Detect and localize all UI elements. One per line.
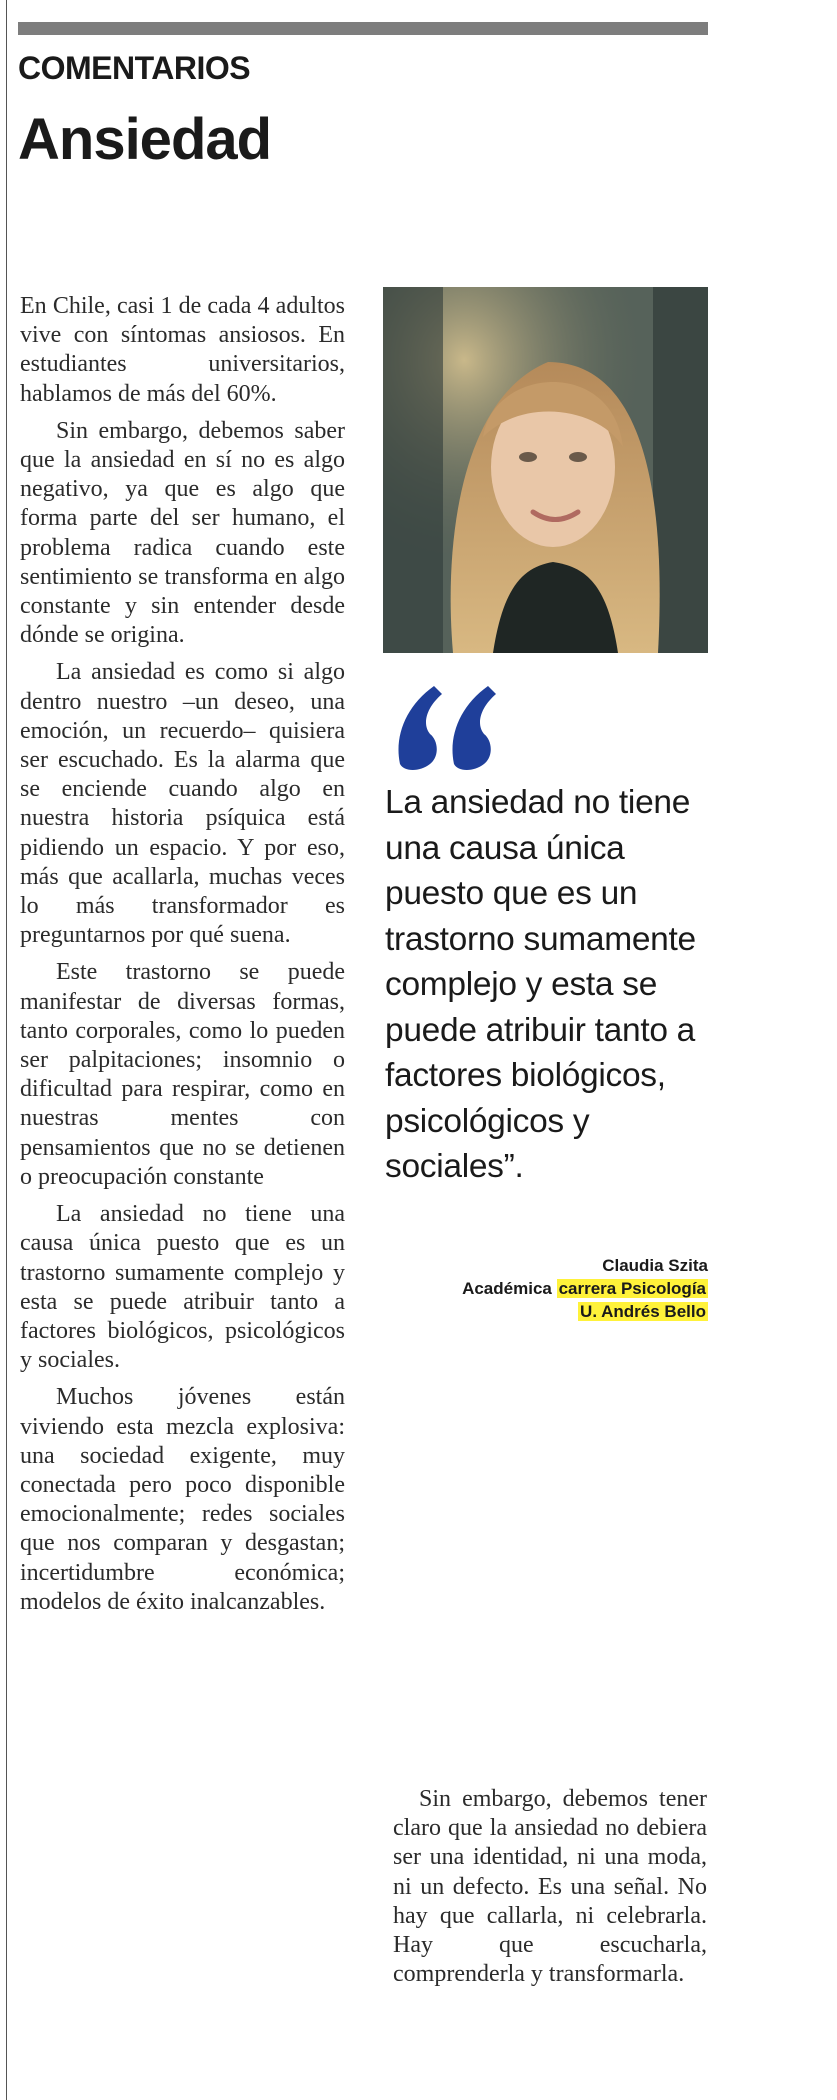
section-rule bbox=[18, 22, 708, 35]
quote-mark-icon bbox=[392, 676, 512, 776]
paragraph: En Chile, casi 1 de cada 4 adultos vive con síntomas ansiosos. En estudiantes universitarios, hablamos de más del 60%. bbox=[20, 293, 345, 407]
paragraph: La ansiedad no tiene una causa única puesto que es un trastorno sumamente complejo y esta se puede atribuir tanto a factores biológicos, psicológicos y sociales. bbox=[20, 1201, 345, 1374]
portrait-illustration bbox=[383, 287, 708, 653]
pull-quote: La ansiedad no tiene una causa única puesto que es un trastorno sumamente complejo y esta se puede atribuir tanto a factores biológicos, psicológicos y sociales”. bbox=[385, 784, 696, 1185]
headline: Ansiedad bbox=[18, 107, 272, 172]
page-margin-line bbox=[6, 0, 7, 2100]
author-role bbox=[462, 1277, 708, 1300]
author-credit bbox=[462, 1254, 708, 1323]
article-body-left bbox=[20, 292, 345, 1617]
author-name: Claudia Szita bbox=[602, 1256, 708, 1275]
paragraph: Sin embargo, debemos tener claro que la ansiedad no debiera ser una identidad, ni una moda, ni un defecto. Es una señal. No hay que callarla, ni celebrarla. Hay que escucharla, comprenderla y transformarla. bbox=[393, 1786, 707, 1988]
paragraph: Sin embargo, debemos saber que la ansiedad en sí no es algo negativo, ya que es algo que forma parte del ser humano, el problema radica cuando este sentimiento se transforma en algo constante y sin entender desde dónde se origina. bbox=[20, 417, 345, 649]
article-body-right bbox=[393, 1785, 707, 1989]
paragraph: Muchos jóvenes están viviendo esta mezcla explosiva: una sociedad exigente, muy conectada pero poco disponible emocionalmente; redes sociales que nos comparan y desgastan; incertidumbre económica; modelos de éxito inalcanzables. bbox=[20, 1384, 345, 1615]
author-institution: U. Andrés Bello bbox=[580, 1302, 706, 1321]
section-label: COMENTARIOS bbox=[18, 50, 251, 86]
paragraph: La ansiedad es como si algo dentro nuestro –un deseo, una emoción, un recuerdo– quisiera ser escuchado. Es la alarma que se enciende cuando algo en nuestra historia psíquica está pidiendo un espacio. Y por eso, más que acallarla, muchas veces lo más transformador es preguntarnos por qué suena. bbox=[20, 659, 345, 949]
author-photo bbox=[383, 287, 708, 653]
author-role-prefix: Académica bbox=[462, 1279, 557, 1298]
author-role-highlight: carrera Psicología bbox=[558, 1279, 706, 1298]
paragraph: Este trastorno se puede manifestar de diversas formas, tanto corporales, como lo pueden ser palpitaciones; insomnio o dificultad para respirar, como en nuestras mentes con pensamientos que no se detienen o preocupación constante bbox=[20, 959, 345, 1190]
